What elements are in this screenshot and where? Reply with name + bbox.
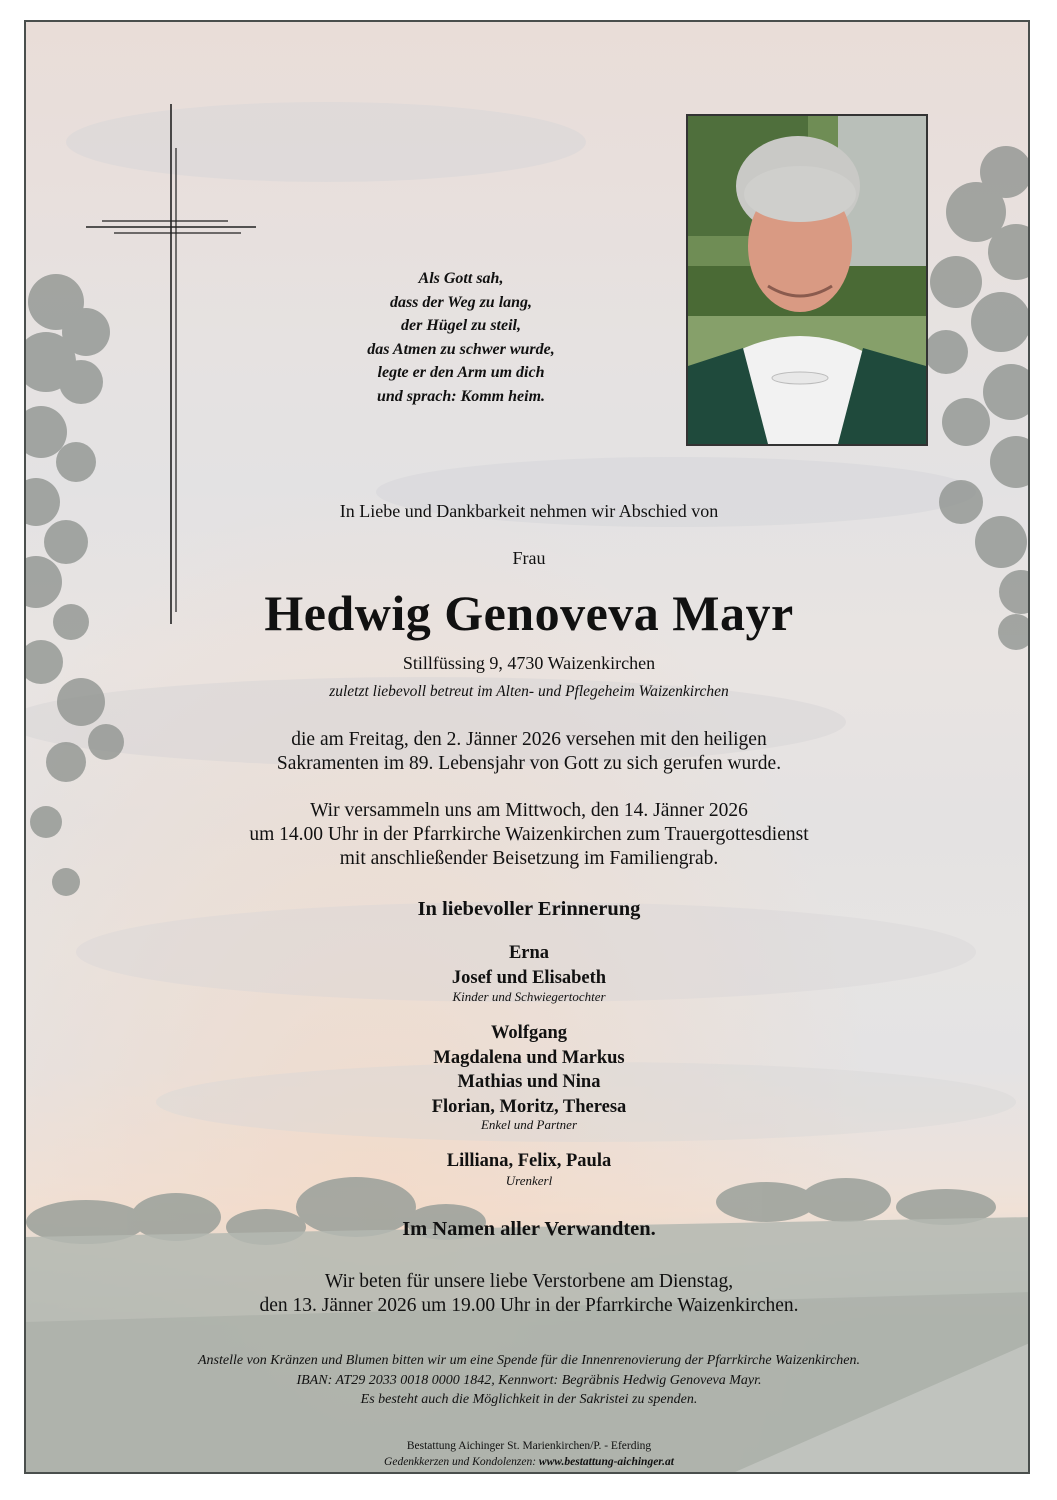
mourner-name: Josef und Elisabeth [451,967,607,988]
poem-line: der Hügel zu steil, [400,317,521,334]
mourners-heading: In liebevoller Erinnerung [417,898,641,920]
death-notice-line: Sakramenten im 89. Lebensjahr von Gott zu sich gerufen wurde. [276,753,782,774]
condolence-label: Gedenkkerzen und Kondolenzen: [384,1456,537,1468]
funeral-notice-line: Wir versammeln uns am Mittwoch, den 14. Jänner 2026 [310,800,748,821]
deceased-name: Hedwig Genoveva Mayr [264,585,794,641]
website-link[interactable]: www.bestattung-aichinger.at [538,1456,674,1468]
care-note: zuletzt liebevoll betreut im Alten- und Pflegeheim Waizenkirchen [329,683,729,700]
funeral-notice-line: um 14.00 Uhr in der Pfarrkirche Waizenkirchen zum Trauergottesdienst [249,824,809,845]
condolence-line [26,1454,1030,1470]
salutation: Frau [512,548,546,568]
mourner-relation: Kinder und Schwiegertochter [452,989,606,1004]
mourner-relation: Enkel und Partner [480,1117,578,1132]
death-notice [26,728,1030,776]
cross-icon [86,104,258,624]
mourner-name: Florian, Moritz, Theresa [431,1096,627,1117]
prayer-notice-line: Wir beten für unsere liebe Verstorbene am Dienstag, [324,1271,734,1292]
donation-note [26,1351,1030,1410]
portrait-photo [686,114,928,446]
poem-line: und sprach: Komm heim. [376,387,546,405]
intro-text: In Liebe und Dankbarkeit nehmen wir Abschied von [339,501,719,521]
mourner-group [26,1149,1030,1174]
donation-note-line: IBAN: AT29 2033 0018 0000 1842, Kennwort: Begräbnis Hedwig Genoveva Mayr. [296,1372,762,1388]
relatives-line: Im Namen aller Verwandten. [402,1218,656,1240]
mourner-name: Wolfgang [490,1023,568,1043]
poem-line: legte er den Arm um dich [377,364,545,381]
obituary-card [24,20,1030,1474]
poem [326,267,596,408]
mourner-name: Magdalena und Markus [433,1047,625,1068]
address: Stillfüssing 9, 4730 Waizenkirchen [402,653,656,673]
footer [26,1438,1030,1470]
undertaker-name: Bestattung Aichinger St. Marienkirchen/P. - Eferding [406,1440,652,1452]
mourner-name: Mathias und Nina [457,1072,601,1092]
death-notice-line: die am Freitag, den 2. Jänner 2026 versehen mit den heiligen [291,729,767,750]
poem-line: das Atmen zu schwer wurde, [367,340,555,358]
donation-note-line: Anstelle von Kränzen und Blumen bitten wir um eine Spende für die Innenrenovierung der Pfarrkirche Waizenkirchen. [197,1353,860,1368]
prayer-notice [26,1270,1030,1318]
mourner-relation: Urenkerl [505,1173,553,1188]
poem-line: dass der Weg zu lang, [389,293,533,311]
mourner-group [26,1021,1030,1119]
mourner-group [26,941,1030,990]
poem-line: Als Gott sah, [418,270,504,287]
donation-note-line: Es besteht auch die Möglichkeit in der Sakristei zu spenden. [360,1392,698,1407]
prayer-notice-line: den 13. Jänner 2026 um 19.00 Uhr in der Pfarrkirche Waizenkirchen. [259,1295,799,1316]
funeral-notice [26,799,1030,871]
funeral-notice-line: mit anschließender Beisetzung im Familiengrab. [339,848,719,869]
mourner-name: Lilliana, Felix, Paula [446,1151,612,1171]
mourner-name: Erna [508,943,550,963]
